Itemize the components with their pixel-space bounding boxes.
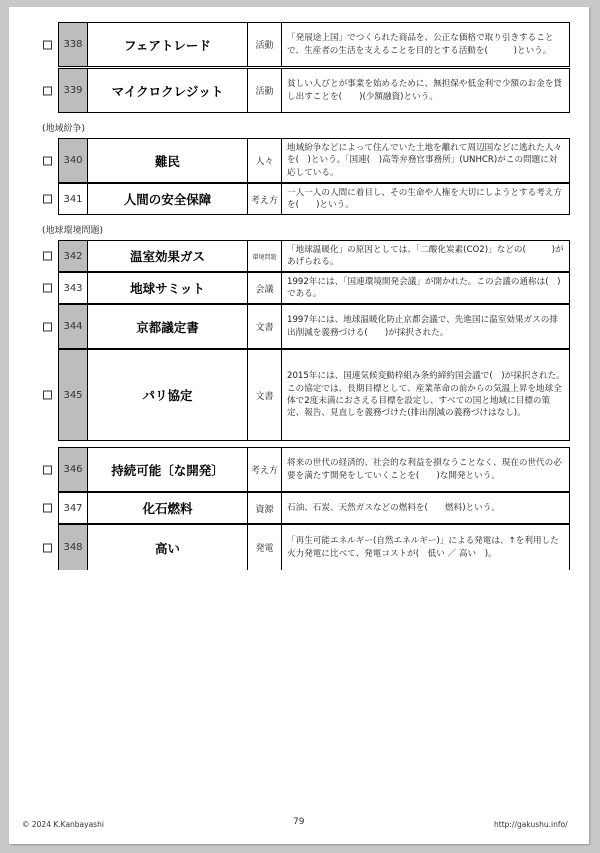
- page-number: 79: [293, 817, 305, 827]
- checkbox[interactable]: [43, 322, 52, 331]
- term: パリ協定: [88, 350, 248, 440]
- category: 考え方: [248, 448, 282, 491]
- category: 文書: [248, 305, 282, 348]
- description: [282, 184, 570, 214]
- checkbox[interactable]: [43, 391, 52, 400]
- category: 発電: [248, 525, 282, 570]
- row-number: 339: [58, 69, 88, 112]
- description: [282, 525, 570, 570]
- category: 資源: [248, 493, 282, 523]
- row-number: 346: [58, 448, 88, 491]
- term: 人間の安全保障: [88, 184, 248, 214]
- description: [282, 273, 570, 303]
- row-number: 344: [58, 305, 88, 348]
- table-row: [58, 304, 570, 349]
- term: 京都議定書: [88, 305, 248, 348]
- term: 持続可能〔な開発〕: [88, 448, 248, 491]
- category: 活動: [248, 69, 282, 112]
- term: フェアトレード: [88, 23, 248, 66]
- row-number: 347: [58, 493, 88, 523]
- description-text: 1997年には、地球温暖化防止京都会議で、先進国に温室効果ガスの排出削減を義務づける( )が採択された。: [287, 315, 558, 338]
- description-text: 将来の世代の経済的、社会的な利益を損なうことなく、現在の世代の必要を満たす開発をしていくことを( )な開発という。: [287, 458, 562, 481]
- section-label: (地域紛争): [42, 124, 86, 134]
- row-number: 340: [58, 139, 88, 182]
- site-url: http://gakushu.info/: [494, 820, 568, 829]
- category: 会議: [248, 273, 282, 303]
- table-row: [58, 447, 570, 492]
- copyright: © 2024 K.Kanbayashi: [22, 820, 104, 829]
- row-number: 345: [58, 350, 88, 440]
- description: [282, 139, 570, 182]
- term: 難民: [88, 139, 248, 182]
- term: 化石燃料: [88, 493, 248, 523]
- checkbox[interactable]: [43, 86, 52, 95]
- term: 温室効果ガス: [88, 241, 248, 271]
- row-number: 343: [58, 273, 88, 303]
- table-row: [58, 492, 570, 524]
- checkbox[interactable]: [43, 284, 52, 293]
- description: [282, 493, 570, 523]
- row-number: 348: [58, 525, 88, 570]
- description-text: 石油、石炭、天然ガスなどの燃料を( 燃料)という。: [287, 502, 500, 513]
- description: [282, 23, 570, 66]
- description: [282, 448, 570, 491]
- description-text: 「再生可能エネルギー(自然エネルギー)」による発電は、↑を利用した火力発電に比べて、発電コストが( 低い ／ 高い )。: [287, 536, 559, 559]
- table-row: [58, 183, 570, 215]
- description-text: 地域紛争などによって住んでいた土地を離れて周辺国などに逃れた人々を( )という。「国連( )高等弁務官事務所」(UNHCR)がこの問題に対応している。: [287, 143, 563, 178]
- table-row: [58, 138, 570, 183]
- table-row: [58, 524, 570, 570]
- row-number: 341: [58, 184, 88, 214]
- table-row: [58, 22, 570, 67]
- description-text: 2015年には、国連気候変動枠組み条約締約国会議で( )が採択された。この協定では、長期目標として、産業革命の前からの気温上昇を地球全体で2度未満におさえる目標を設定し、すべての国と地域に目標の策定、報告、見直しを義務づけた(排出削減の義務づけはなし)。: [287, 371, 565, 419]
- description-text: 「発展途上国」でつくられた商品を、公正な価格で取り引きすることで、生産者の生活を支えることを目的とする活動を( )という。: [287, 33, 554, 56]
- checkbox[interactable]: [43, 252, 52, 261]
- description-text: 一人一人の人間に着目し、その生命や人権を大切にしようとする考え方を( )という。: [287, 187, 563, 210]
- category: 活動: [248, 23, 282, 66]
- description: [282, 305, 570, 348]
- section-label: (地球環境問題): [42, 226, 104, 236]
- description: [282, 350, 570, 440]
- description-text: 1992年には、「国連環境開発会議」が開かれた。この会議の通称は( )である。: [287, 276, 561, 299]
- description: [282, 241, 570, 271]
- category: 環境問題: [248, 241, 282, 271]
- table-row: [58, 240, 570, 272]
- worksheet-page: [9, 7, 589, 844]
- term: 高い: [88, 525, 248, 570]
- table-row: [58, 349, 570, 441]
- checkbox[interactable]: [43, 40, 52, 49]
- category: 文書: [248, 350, 282, 440]
- checkbox[interactable]: [43, 504, 52, 513]
- category: 人々: [248, 139, 282, 182]
- checkbox[interactable]: [43, 543, 52, 552]
- table-row: [58, 68, 570, 113]
- description: [282, 69, 570, 112]
- checkbox[interactable]: [43, 465, 52, 474]
- description-text: 「地球温暖化」の原因としては、「二酸化炭素(CO2)」などの( )があげられる。: [287, 244, 564, 267]
- category: 考え方: [248, 184, 282, 214]
- checkbox[interactable]: [43, 156, 52, 165]
- row-number: 338: [58, 23, 88, 66]
- table-row: [58, 272, 570, 304]
- term: マイクロクレジット: [88, 69, 248, 112]
- term: 地球サミット: [88, 273, 248, 303]
- checkbox[interactable]: [43, 195, 52, 204]
- row-number: 342: [58, 241, 88, 271]
- description-text: 貧しい人びとが事業を始めるために、無担保や低金利で少額のお金を貸し出すことを( )(少額融資)という。: [287, 79, 563, 102]
